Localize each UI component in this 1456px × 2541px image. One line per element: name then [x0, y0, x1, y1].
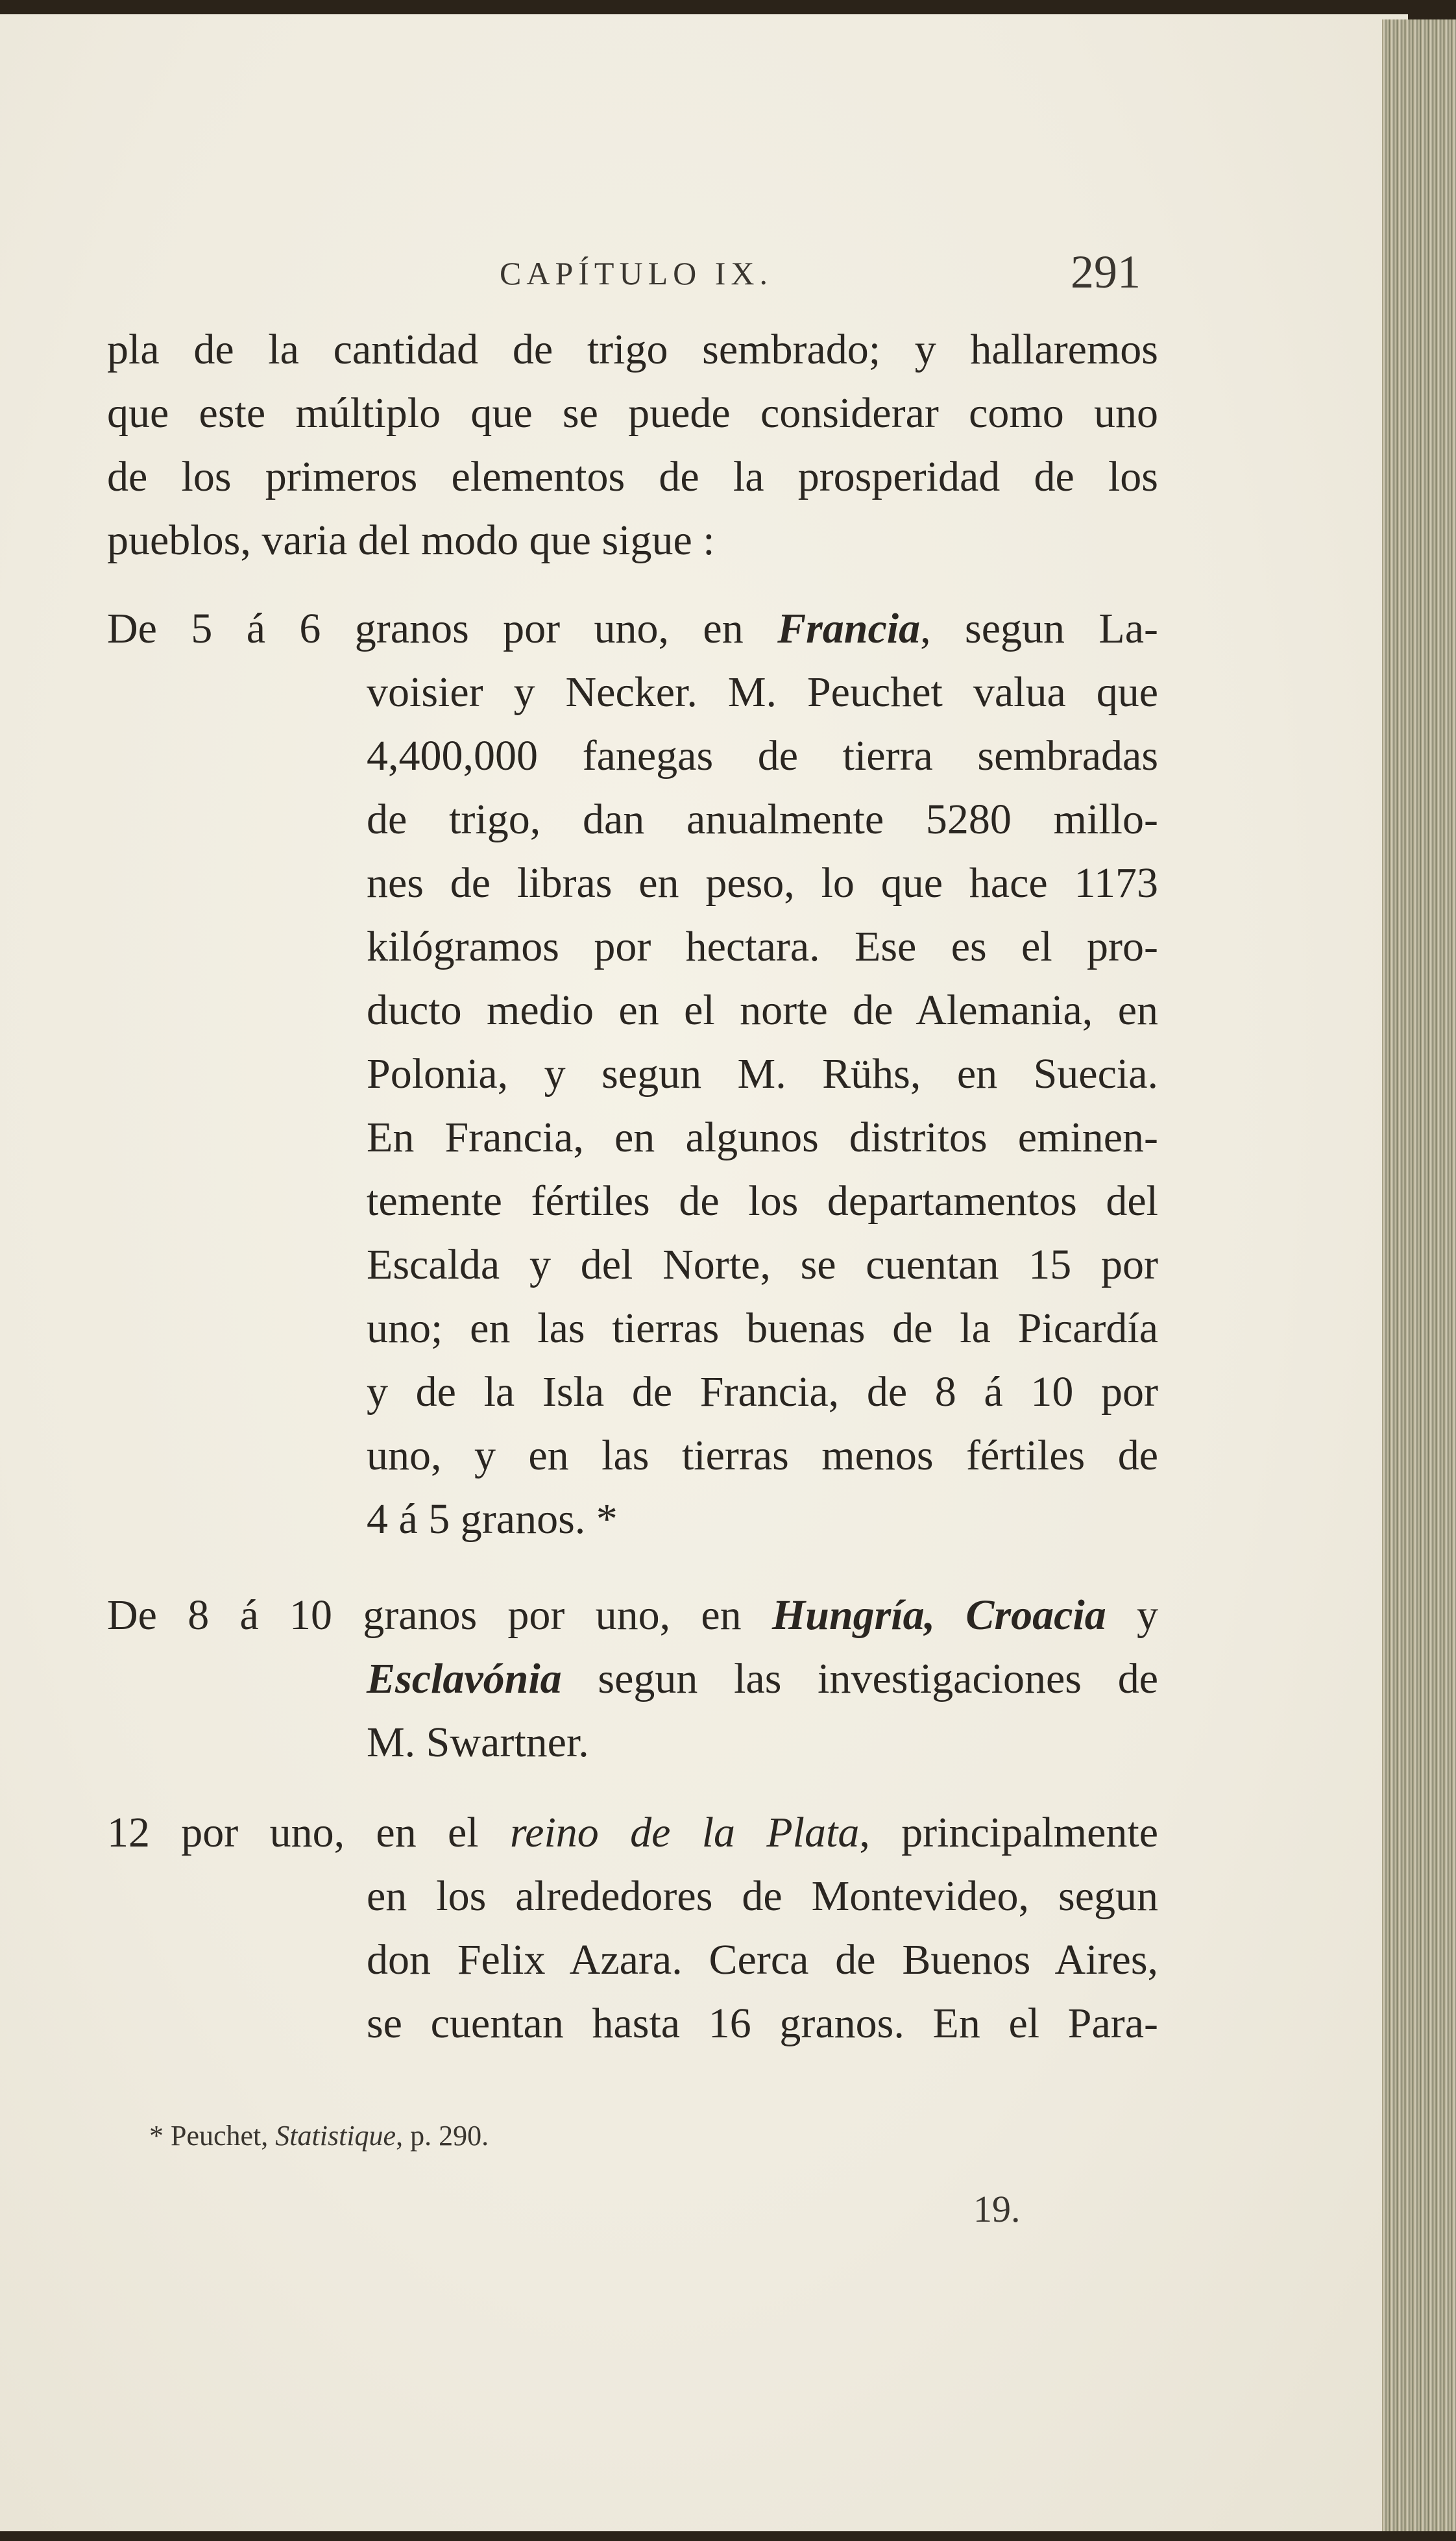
text-line: se cuentan hasta 16 granos. En el Para- — [367, 2000, 1158, 2047]
text-line: don Felix Azara. Cerca de Buenos Aires, — [367, 1936, 1158, 1983]
text-line: M. Swartner. — [367, 1719, 589, 1766]
entry-lead: De 8 á 10 granos por uno, en Hungría, Croacia y — [107, 1591, 1159, 1639]
place-name: Francia — [777, 605, 921, 652]
text-line: de los primeros elementos de la prosperidad de los — [107, 453, 1158, 500]
running-head: CAPÍTULO IX. — [500, 255, 773, 291]
text-line: de trigo, dan anualmente 5280 millo- — [367, 796, 1158, 843]
text-line: 4 á 5 granos. * — [367, 1495, 618, 1543]
text-line: ducto medio en el norte de Alemania, en — [367, 987, 1158, 1034]
signature-mark: 19. — [973, 2188, 1021, 2230]
text-line: pla de la cantidad de trigo sembrado; y hallaremos — [107, 326, 1158, 373]
entry-francia — [107, 597, 1158, 1551]
entry-hungria — [107, 1584, 1158, 1774]
intro-paragraph — [107, 318, 1158, 572]
text-line: En Francia, en algunos distritos eminen- — [367, 1114, 1158, 1161]
page-number: 291 — [1071, 246, 1141, 298]
text-line: Polonia, y segun M. Rühs, en Suecia. — [367, 1050, 1158, 1098]
entry-plata — [107, 1801, 1158, 2056]
text-line: uno; en las tierras buenas de la Picardía — [367, 1305, 1158, 1352]
place-name: Hungría, Croacia — [771, 1591, 1106, 1639]
footnote-work: Statistique — [275, 2120, 396, 2152]
place-name: Esclavónia — [367, 1655, 562, 1702]
text-line: nes de libras en peso, lo que hace 1173 — [367, 859, 1158, 907]
footnote: * Peuchet, Statistique, p. 290. — [149, 2120, 489, 2152]
text-line: y de la Isla de Francia, de 8 á 10 por — [367, 1368, 1158, 1416]
text-line: que este múltiplo que se puede considerar como uno — [107, 389, 1158, 437]
text-line: 4,400,000 fanegas de tierra sembradas — [367, 732, 1158, 779]
place-name: reino de la Plata — [509, 1809, 860, 1856]
text-line: temente fértiles de los departamentos del — [367, 1177, 1158, 1225]
entry-lead: De 5 á 6 granos por uno, en Francia, segun La- — [107, 605, 1158, 652]
text-line: Escalda y del Norte, se cuentan 15 por — [367, 1241, 1158, 1288]
entry-lead: 12 por uno, en el reino de la Plata, principalmente — [107, 1809, 1158, 1856]
text-line: pueblos, varia del modo que sigue : — [107, 517, 715, 564]
page-edges — [1382, 19, 1456, 2531]
text-line: en los alrededores de Montevideo, segun — [367, 1872, 1158, 1920]
text-line: uno, y en las tierras menos fértiles de — [367, 1432, 1158, 1479]
text-line: voisier y Necker. M. Peuchet valua que — [367, 669, 1158, 716]
text-line: Esclavónia segun las investigaciones de — [367, 1655, 1158, 1702]
text-line: kilógramos por hectara. Ese es el pro- — [367, 923, 1158, 970]
